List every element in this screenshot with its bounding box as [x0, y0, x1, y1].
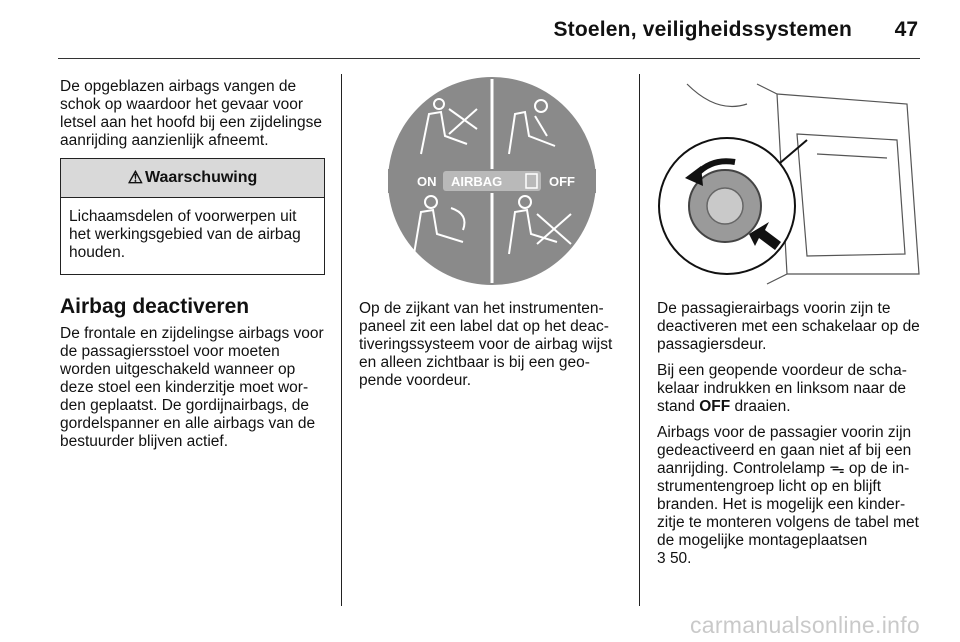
- warning-title: Waarschuwing: [144, 169, 258, 186]
- paragraph-instructions: Bij een geopende voordeur de scha-kelaar indrukken en linksom naar de stand OFF draaien.: [657, 362, 907, 415]
- column-divider-2: [639, 74, 640, 606]
- label-description: Op de zijkant van het instrumenten-paneel zit een label dat op het deac-tiveringssysteem voor de airbag wijst en alleen zichtbaar is bij een geo-pende voordeur.: [359, 300, 613, 389]
- paragraph-deactivate-switch: De passagierairbags voorin zijn te deactiveren met een schakelaar op de passagiersdeur.: [657, 300, 920, 353]
- page-reference: 50.: [669, 550, 692, 567]
- header-rule: [58, 58, 920, 59]
- page-number: 47: [894, 18, 918, 41]
- column-middle: [359, 78, 624, 398]
- off-position-label: OFF: [699, 398, 731, 415]
- warning-body: Lichaamsdelen of voorwerpen uit het werkingsgebied van de airbag houden.: [69, 208, 301, 261]
- column-right: [657, 78, 923, 576]
- airbag-off-indicator-icon: ᯓ: [829, 460, 845, 477]
- warning-icon: ⚠: [127, 168, 143, 187]
- label-off-text: OFF: [549, 174, 575, 189]
- paragraph-indicator: Airbags voor de passagier voorin zijn gedeactiveerd en gaan niet af bij een aanrijding. Controlelamp ᯓ op de in-strumentengroep licht op en blijft branden. Het is mogelijk een kinder-zitje te monteren volgens de tabel met de mogelijke montageplaatsen 3 50.: [657, 424, 919, 567]
- airbag-label-illustration: [359, 74, 625, 288]
- column-divider-1: [341, 74, 342, 606]
- intro-paragraph: De opgeblazen airbags vangen de schok op waardoor het gevaar voor letsel aan het hoofd bij een zijdelingse aanrijding aanzienlijk afneemt.: [60, 78, 322, 149]
- warning-header: [61, 159, 324, 198]
- page-reference-icon: 3: [657, 550, 666, 567]
- label-on-text: ON: [417, 174, 437, 189]
- section-body: De frontale en zijdelingse airbags voor de passagiersstoel voor moeten worden uitgeschakeld wanneer op deze stoel een kinderzitje moet wor-den geplaatst. De gordijnairbags, de gordelspanner en alle airbags van de bestuurder blijven actief.: [60, 325, 324, 450]
- door-switch-illustration: [657, 74, 923, 288]
- warning-box: [60, 158, 325, 275]
- watermark-text: carmanualsonline.info: [689, 612, 920, 638]
- column-left: [60, 78, 325, 459]
- page-header-title: Stoelen, veiligheidssystemen: [553, 18, 852, 41]
- label-airbag-text: AIRBAG: [451, 174, 503, 189]
- section-heading: Airbag deactiveren: [60, 295, 250, 318]
